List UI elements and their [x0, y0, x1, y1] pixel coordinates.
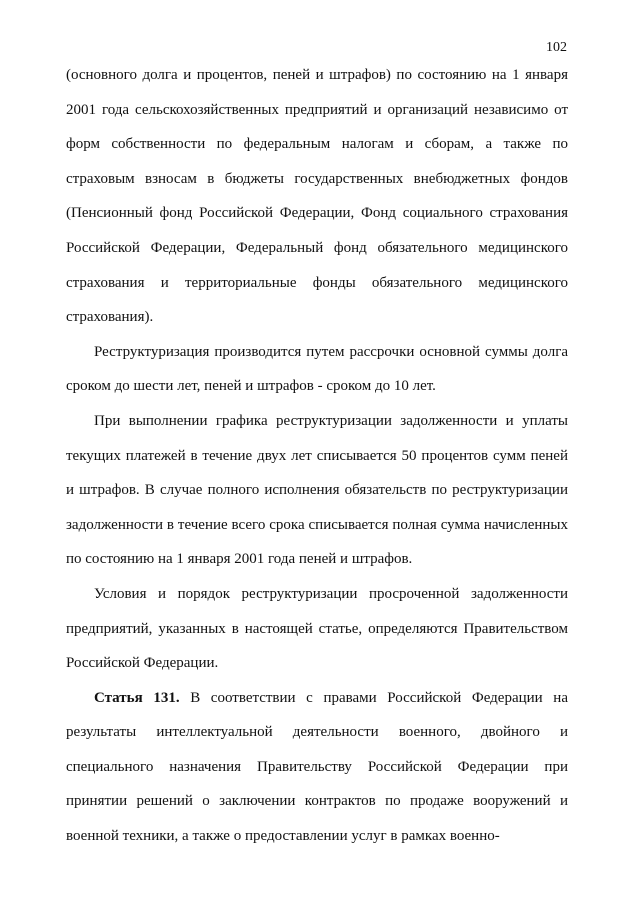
page-number: 102 [546, 40, 567, 55]
paragraph-1: (основного долга и процентов, пеней и штрафов) по состоянию на 1 января 2001 года сельскохозяйственных предприятий и организаций независимо от форм собственности по федеральным налогам и сборам, а также по страховым взносам в бюджеты государственных внебюджетных фондов (Пенсионный фонд Российской Федерации, Фонд социального страхования Российской Федерации, Федеральный фонд обязательного медицинского страхования и территориальные фонды обязательного медицинского страхования). [66, 67, 568, 326]
article-text: В соответствии с правами Российской Федерации на результаты интеллектуальной деятельности военного, двойного и специального назначения Правительству Российской Федерации при принятии решений о заключении контрактов по продаже вооружений и военной техники, а также о предоставлении услуг в рамках военно- [66, 689, 568, 845]
article-heading: Статья 131. [94, 689, 180, 706]
paragraph-2: Реструктуризация производится путем рассрочки основной суммы долга сроком до шести лет, пеней и штрафов - сроком до 10 лет. [66, 343, 568, 395]
paragraph-3: При выполнении графика реструктуризации задолженности и уплаты текущих платежей в течение двух лет списывается 50 процентов сумм пеней и штрафов. В случае полного исполнения обязательств по реструктуризации задолженности в течение всего срока списывается полная сумма начисленных по состоянию на 1 января 2001 года пеней и штрафов. [66, 412, 568, 568]
article-131-paragraph [66, 681, 568, 854]
document-body [66, 58, 568, 854]
paragraph-4: Условия и порядок реструктуризации просроченной задолженности предприятий, указанных в настоящей статье, определяются Правительством Российской Федерации. [66, 585, 568, 672]
